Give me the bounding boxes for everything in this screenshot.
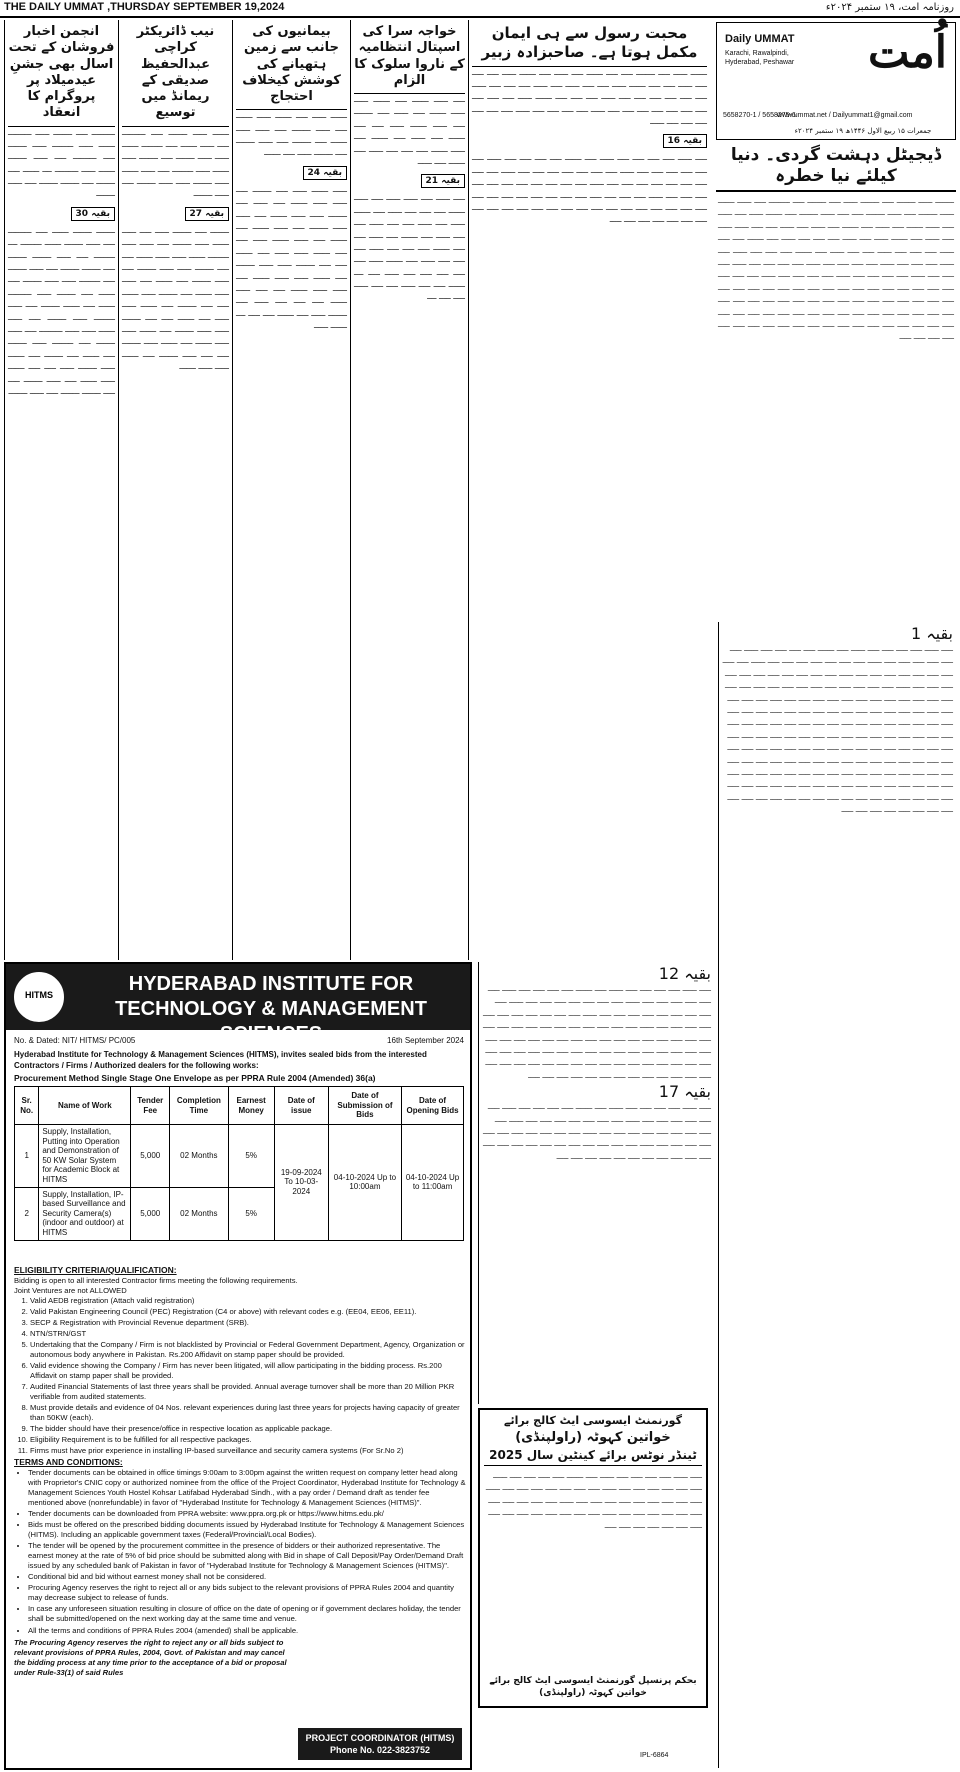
headline-3: بیمانیوں کی جانب سے زمین ہتھیانے کی کوشش کیخلاف احتجاج [236, 22, 347, 110]
column-header: Completion Time [170, 1087, 228, 1125]
table-cell: 5,000 [131, 1187, 170, 1240]
article-body: ـــــــ ــــــ ـــــ ـــــــ ــــــ ـــــــ ـــــ ــــــ ــــــــ ـــــ ــــــ ــــــ ـــــــ ـــــ ــــــــ ـــــ ــــــ ــــــــ ـــــ ــــــــ ــــــ ـــــ ـــــــ [236, 111, 347, 158]
article-body: ـــــ ــــــ ـــــــ ـــــ ـــــــ ــــــ ــــــ ـــــــ ـــــ ــــــ ـــــ ــــــــ ـــــ ــــــ ـــــــ ــــــ ـــــ ـــــ ـــــــ ـــــ ــــــ ـــــ ـــــــ ـــــ ــــــ ـــــــ ـــــ ـــــ ـــــ ــــــ ـــــ ـــــــ ـــــ ــــــ [354, 95, 465, 166]
notice-signature: بحکم پرنسپل گورنمنٹ ایسوسی ایٹ کالج برائے خواتین کہوٹہ (راولپنڈی) [489, 1675, 697, 1699]
article-body: ــــــــ ـــــ ــــــــ ــــــ ـــــ ــــــ ـــــــ ــــــ ــــــــ ـــــ ــــــ ــــــ ـــــــــ ـــــــ ــــــ ــــــ ـــــــ ـــــ ـــــ ــــــــ ــــــ ــــــ ــــــــ ـــــ ــــــ ــــــــ ـــــ ـــــــ ـــــ ــــــ ــــــ ـــــــ ـــــ ــــــــ ــــــ ـــــــ ـــــ ـــــ ــــــــ ـــــ ـــــــ ــــــ ــــــ ـــــ ـــــــ ـــــ ـــــ ــــــــ ــــــ ــــــ ــــــــ ـــــ ـــــــ ــــــ ــــــ ـــــــ ـــــ ـــــــ ــــــ ــــــــ ـــــ ـــــ ــــــ ــــــــ ـــــ ـــــــ ــــــ ــــــ ـــــــ [122, 225, 229, 372]
news-column-3 [232, 20, 350, 960]
continuation-tag: بقیہ 16 [663, 134, 707, 148]
news-column-5 [468, 20, 710, 960]
list-item: 5. Undertaking that the Company / Firm is not blacklisted by Provincial or Federal Government Department, Agency, Organization or autonomous body anywhere in Pakistan. Rs.200 Affidavit on stamp paper should be provided. [30, 1340, 466, 1360]
list-item: 1. Valid AEDB registration (Attach valid registration) [30, 1296, 466, 1306]
article-body: ـــــــ ــــــ ـــــ ــــــــ ـــــ ـــــ ـــــــ ـــــ ــــــ ـــــ ـــــــ ــــــ ـــــ ـــــ ـــــ ــــــ ـــــ ـــــ ـــــــ ــــــ ـــــ ـــــ ــــــ ـــــ ــــــ ـــــ ـــــ ـــــ ــــــ ـــــ ـــــ ـــــ ـــــ ـــــ ـــــ ــــــ ـــــ ـــــ ـــــ ـــــــ ــــــ ـــــ ـــــ ـــــ ـــــ ـــــ ـــــ ـــــ ـــــ ـــــ ـــــ ــــــ ـــــ ـــــ ـــــ ـــــ ــــــ ـــــ ـــــ ـــــ ـــــ ـــــ ـــــ ــــــ [472, 67, 707, 127]
list-item: • Procuring Agency reserves the right to reject all or any bids subject to the relevant provisions of PPRA Rules 2004 and quantity may decrease subject to release of funds. [28, 1583, 466, 1603]
ad-reference: No. & Dated: NIT/ HITMS/ PC/005 [14, 1036, 136, 1045]
list-item: • Bids must be offered on the prescribed bidding documents issued by Hyderabad Institute for Technology & Management Sciences (HITMS). Including an applicable government taxes (Federal/Provincial/Local Bodies). [28, 1520, 466, 1540]
article-body: ـــــ ــــــ ـــــ ــــــ ــــــ ـــــ ــــــ ـــــــ ـــــ ـــــ ـــــ ــــــ ـــــ ـــــــ ــــــ ـــــ ــــــ ـــــ ـــــ ــــــ ـــــ ـــــ ــــــ ـــــ ـــــــ ـــــ ــــــ ـــــ ـــــ ـــــــ ـــــ ـــــ ـــــ ــــــ ـــــ ـــــ ـــــ ــــــ ـــــ ـــــــ ــــــ ـــــ ـــــ ـــــ ـــــ ـــــ ــــــ ـــــ ــــ ـــــــ ـــــ ـــــ ــــــ ـــــ ـــــ ــــــ ـــــ ـــــ ــــ [354, 193, 465, 302]
urdu-dateline: جمعرات ۱۵ ربیع الاول ۱۴۴۶ھ ۱۹ ستمبر ۲۰۲۴ء [794, 127, 932, 135]
continuation-tag: بقیہ 30 [71, 207, 115, 221]
continuation-tag: بقیہ 24 [303, 166, 347, 180]
edition-cities: Karachi, Rawalpindi, Hyderabad, Peshawar [725, 50, 795, 67]
column-header: Date of Submission of Bids [328, 1087, 401, 1125]
continuation-tag: بقیہ 27 [185, 207, 229, 221]
ad-date: 16th September 2024 [387, 1036, 464, 1045]
table-cell: 19-09-2024 To 10-03-2024 [274, 1125, 328, 1241]
tender-advertisement [4, 962, 472, 1770]
table-cell: Supply, Installation, IP-based Surveillance and Security Camera(s) (indoor and outdoor) at HITMS [39, 1187, 131, 1240]
phone-numbers: 5658270-1 / 5658275-6 [723, 112, 796, 119]
notice-body: ـــــ ــــــ ـــــ ـــــ ـــــ ـــــ ــــــ ـــــ ـــــــ ـــــ ـــــ ـــــ ـــــ ــــــ ـــــ ـــــ ـــــ ـــــ ـــــ ـــــ ــــــ ـــــ ـــــ ـــــ ـــــ ـــــ ـــــ ـــــ ــــــ ـــــ ـــــ ـــــ ـــــ ـــــ ـــــ ـــــ ـــــ ـــــ ــــــ ـــــ ـــــ ـــــ ـــــ ـــــ ـــــ ـــــ ـــــ ـــــ ـــــ ـــــ ــــــ ـــــ ـــــ ـــــ ـــــ ـــــ ـــــ ـــــ ـــــ ـــــ ـــــ ـــــ ـــــ ـــــ ـــــ ـــــ [485, 1471, 702, 1530]
article-body: ـــــ ــــــ ـــــ ـــــ ـــــ ـــــ ــــــ ـــــ ـــــــ ـــــ ـــــ ـــــ ـــــ ــــــ ـــــ ـــــ ـــــ ـــــ ـــــ ـــــ ــــــ ـــــ ـــــ ـــــ ـــــ ـــــ ـــــ ـــــ ــــــ ـــــ ـــــ ـــــ ـــــ ـــــ ـــــ ـــــ ـــــ ـــــ ــــــ ـــــ ـــــ ـــــ ـــــ ـــــ ـــــ ـــــ ـــــ ـــــ ـــــ ـــــ ــــــ ـــــ ـــــ ـــــ ـــــ ـــــ ـــــ ـــــ ـــــ ـــــ ـــــ ـــــ ـــــ ـــــ ـــــ ـــــ ـــــ ـــــ ـــــ ـــــ ـــــ ـــــ ـــــ [483, 1102, 711, 1161]
ipl-code: IPL-6864 [640, 1752, 669, 1759]
table-cell: Supply, Installation, Putting into Operation and Demonstration of 50 KW Solar System for Academic Block at HITMS [39, 1125, 131, 1188]
lead-headline: ڈیجیٹل دہشت گردی۔ دنیا کیلئے نیا خطرہ [716, 144, 956, 192]
newspaper-dateline-urdu: روزنامہ امت، ۱۹ ستمبر ۲۰۲۴ء [825, 2, 954, 13]
table-cell: 5,000 [131, 1125, 170, 1188]
news-column-2 [118, 20, 232, 960]
final-note: The Procuring Agency reserves the right to reject any or all bids subject to relevant provisions of PPRA Rules, 2004, Govt. of Pakistan and may cancel the bidding process at any time prior to the acceptance of a bid or proposal under Rule-33(1) of said Rules [14, 1637, 287, 1677]
eligibility-section [14, 1264, 466, 1678]
article-body: ــــــــــ ـــــ ــــــــ ــــــ ــــــــــ ـــــــ ــــــ ـــــــــ ــــــ ــــــــ ـــــ ــــــــــ ـــــ ــــــ ــــــــ ـــــــ ــــــ ــــــــــ ــــ ـــــــ ـــــ ــــــــ ـــــ ــــــــ ــــــــ ـــــ ــــــ ــــــــ [8, 127, 115, 199]
column-header: Date of issue [274, 1087, 328, 1125]
column-header: Name of Work [39, 1087, 131, 1125]
table-cell: 02 Months [170, 1125, 228, 1188]
table-cell: 02 Months [170, 1187, 228, 1240]
list-item: 9. The bidder should have their presence/office in respective location as applicable package. [30, 1424, 466, 1434]
table-cell: 1 [15, 1125, 39, 1188]
article-body: ـــــــ ــــــ ــــــــ ـــــ ــــــــــ ـــــ ــــــ ـــــــ ـــــ ـــــــــ ـــــــ ــــــ ــــــ ــــــــ ـــــ ــــــــ ــــــ ـــــــ ــــــ ـــــــــ ـــــ ــــــ ـــــــ ــــــ ــــــــ ــــــ ــــــ ــــــــ ـــــ ــــــ ــــــــ [122, 127, 229, 199]
table-cell: 04-10-2024 Up to 11:00am [402, 1125, 464, 1241]
notice-heading-2: خواتین کہوٹہ (راولپنڈی) [515, 1430, 671, 1445]
institute-seal-icon [14, 972, 64, 1022]
continuation-tag: بقیہ 21 [421, 174, 465, 188]
table-cell: 2 [15, 1187, 39, 1240]
ad-intro: Hyderabad Institute for Technology & Management Sciences (HITMS), invites sealed bids from the interested Contractors / Firms / Authorized dealers for the following works: [14, 1050, 427, 1070]
list-item: 10. Eligibility Requirement is to be fulfilled for all respective packages. [30, 1435, 466, 1445]
article-body: ـــــ ــــــ ـــــ ـــــ ـــــ ـــــ ــــــ ـــــ ـــــــ ـــــ ـــــ ـــــ ـــــ ــــــ ـــــ ـــــ ـــــ ـــــ ـــــ ـــــ ــــــ ـــــ ـــــ ـــــ ـــــ ـــــ ـــــ ـــــ ــــــ ـــــ ـــــ ـــــ ـــــ ـــــ ـــــ ـــــ ـــــ ـــــ ــــــ ـــــ ـــــ ـــــ ـــــ ـــــ ـــــ ـــــ ـــــ ـــــ ـــــ ـــــ ــــــ ـــــ ـــــ ـــــ ـــــ ـــــ ـــــ ـــــ ـــــ ـــــ ـــــ ـــــ ـــــ ـــــ ـــــ ـــــ ـــــ ـــــ ـــــ ـــــ ـــــ ـــــ ـــــ ـــــ ـــــ ـــــ ـــــ ـــــ ـــــ ـــــ ـــــ ـــــ ـــــ ـــــ ـــــ ـــــ [472, 153, 707, 225]
eligibility-intro: Bidding is open to all interested Contractor firms meeting the following requirements. [14, 1276, 298, 1285]
list-item: 6. Valid evidence showing the Company / Firm has never been litigated, will allow participating in the bidding process. Rs.200 Affidavit on stamp paper shall be provided. [30, 1361, 466, 1381]
column-header: Tender Fee [131, 1087, 170, 1125]
tender-table [14, 1086, 464, 1241]
list-item: 7. Audited Financial Statements of last three years shall be provided. Annual average turnover shall be more than 20 Million PKR verifiable from audited statements. [30, 1382, 466, 1402]
headline-2: نیب ڈائریکٹر کراچی عبدالحفیظ صدیقی کے ریمانڈ میں توسیع [122, 22, 229, 127]
table-row [15, 1125, 464, 1188]
joint-venture-note: Joint Ventures are not ALLOWED [14, 1286, 127, 1296]
seal-text: HITMS [25, 990, 53, 1000]
top-bar [0, 0, 960, 18]
table-cell: 5% [228, 1187, 274, 1240]
list-item: • All the terms and conditions of PPRA Rules 2004 (amended) shall be applicable. [28, 1626, 466, 1636]
tender-notice-urdu [478, 1408, 708, 1708]
article-body: ـــــ ــــــ ـــــ ـــــ ـــــ ـــــ ــــــ ـــــ ـــــــ ـــــ ـــــ ـــــ ـــــ ــــــ ـــــ ـــــ ـــــ ـــــ ـــــ ـــــ ــــــ ـــــ ـــــ ـــــ ـــــ ـــــ ـــــ ـــــ ــــــ ـــــ ـــــ ـــــ ـــــ ـــــ ـــــ ـــــ ـــــ ـــــ ــــــ ـــــ ـــــ ـــــ ـــــ ـــــ ـــــ ـــــ ـــــ ـــــ ـــــ ـــــ ــــــ ـــــ ـــــ ـــــ ـــــ ـــــ ـــــ ـــــ ـــــ ـــــ ـــــ ـــــ ـــــ ـــــ ـــــ ـــــ ـــــ ـــــ ـــــ ـــــ ـــــ ـــــ ـــــ ـــــ ـــــ ـــــ ـــــ ـــــ ـــــ ـــــ ـــــ ـــــ ـــــ ـــــ ـــــ ـــــ ـــــ ـــــ ـــــ ـــــ ـــــ ـــــ ـــــ ـــــ ـــــ ـــــ ـــــ ـــــ ـــــ ـــــ ـــــ ـــــ ـــــ ـــــ ـــــ ـــــ ـــــ ـــــ ـــــ ـــــ ـــــ ـــــ ـــــ ـــــ ـــــ ـــــ ـــــ ـــــ ـــــ ـــــ ـــــ ـــــ ـــــ ـــــ ـــــ ـــــ ـــــ ـــــ ـــــ ـــــ ـــــ ـــــ ـــــ ـــــ ـــــ ـــــ ـــــ ـــــ ـــــ ـــــ ـــــ ـــــ ـــــ ـــــ ـــــ ـــــ ـــــ ـــــ ـــــ ـــــ ـــــ ـــــ ـــــ ـــــ ـــــ ـــــ ـــــ ـــــ ـــــ ـــــ ـــــ ـــــ ـــــ ـــــ ـــــ ـــــ ـــــ ـــــ ـــــ ـــــ ـــــ ـــــ ـــــ ـــــ ـــــ ـــــ ـــــ ـــــ ـــــ ـــــ ـــــ ـــــ ـــــ ـــــ ـــــ ـــــ ـــــ ـــــ ـــــ ـــــ ـــــ ـــــ ـــــ ـــــ ـــــ ـــــ ـــــ ـــــ ـــــ ـــــ ـــــ ـــــ ـــــ ـــــ ـــــ ـــــ ـــــ ـــــ ـــــ ـــــ ـــــ ـــــ ـــــ ـــــ ـــــ [722, 644, 953, 815]
column-header: Sr. No. [15, 1087, 39, 1125]
list-item: 11. Firms must have prior experience in installing IP-based surveillance and security camera systems (For Sr.No 2) [30, 1446, 466, 1456]
criteria-list [14, 1296, 466, 1456]
procurement-method: Procurement Method Single Stage One Envelope as per PPRA Rule 2004 (Amended) 36(a) [14, 1073, 376, 1083]
list-item: • The tender will be opened by the procurement committee in the presence of bidders or their authorized representative. The earnest money at the rate of 5% of bid price should be submitted along with Bid in shape of Call Deposit/Pay Order/Demand Draft issued by any scheduled bank of Pakistan in favor of "Hyderabad Institute for Technology & Management Sciences (HITMS)". [28, 1541, 466, 1571]
lower-center-column [478, 962, 714, 1404]
article-body: ــــــ ـــــــ ــــــ ـــــ ــــــــ ـــــ ــــــ ــــــ ـــــــ ـــــ ــــــ ـــــ ــــــــ ــــــ ــــــ ـــــــ ـــــ ــــــ ــــــ ــــــــ ـــــ ــــــ ـــــــ ـــــ ـــــــ ـــــ ــــــ ـــــــ ــــــ ـــــ ـــــ ـــــــ ــــــ ــــــ ـــــ ـــــــ ـــــ ـــــ ــــــــ ــــــ ــــــ ــــــــ ـــــ ـــــــ ــــــ ــــــ ـــــــ ـــــ ــــــ ــــــ ـــــــ ـــــ ـــــ ــــــ ـــــــ ـــــ ـــــ ـــــ ــــــ ـــــ ــــــــ ــــــ ـــــ ـــــــ ـــــ ـــــ ــــ ـــــــ ــــــ [236, 184, 347, 331]
news-column-1 [4, 20, 118, 960]
continuation-tag: بقیہ 17 [658, 1082, 711, 1102]
column-header: Earnest Money [228, 1087, 274, 1125]
headline-5: محبت رسول سے ہی ایمان مکمل ہوتا ہے۔ صاحبزادہ زبیر [472, 22, 707, 67]
ad-reference-line [14, 1036, 464, 1045]
eligibility-title: ELIGIBILITY CRITERIA/QUALIFICATION: [14, 1265, 177, 1275]
table-cell: 04-10-2024 Up to 10:00am [328, 1125, 401, 1241]
list-item: • Tender documents can be downloaded from PPRA website: www.ppra.org.pk or https://www.hitms.edu.pk/ [28, 1509, 466, 1519]
lower-right-columns [718, 622, 956, 1768]
masthead [716, 22, 956, 140]
newspaper-logo: اُمت [868, 27, 947, 78]
continuation-tag: بقیہ 12 [658, 964, 711, 983]
list-item: • Conditional bid and bid without earnest money shall not be considered. [28, 1572, 466, 1582]
column-header: Date of Opening Bids [402, 1087, 464, 1125]
headline-4: خواجہ سرا کی اسپتال انتظامیہ کے ناروا سلوک کا الزام [354, 22, 465, 94]
institute-title: HYDERABAD INSTITUTE FOR TECHNOLOGY & MANAGEMENT SCIENCES [115, 973, 427, 1045]
notice-heading-1: گورنمنٹ ایسوسی ایٹ کالج برائے [504, 1414, 682, 1427]
project-coordinator-box: PROJECT COORDINATOR (HITMS) Phone No. 022-3823752 [298, 1728, 462, 1760]
terms-title: TERMS AND CONDITIONS: [14, 1457, 123, 1468]
headline-1: انجمن اخبار فروشان کے تحت اسال بھی جشنِ عیدمیلاد پر پروگرام کا انعقاد [8, 22, 115, 127]
lead-article [716, 144, 956, 347]
article-body: ـــــ ــــــ ـــــ ـــــ ـــــ ـــــ ــــــ ـــــ ـــــــ ـــــ ـــــ ـــــ ـــــ ــــــ ـــــ ـــــ ـــــ ـــــ ـــــ ـــــ ــــــ ـــــ ـــــ ـــــ ـــــ ـــــ ـــــ ـــــ ــــــ ـــــ ـــــ ـــــ ـــــ ـــــ ـــــ ـــــ ـــــ ـــــ ــــــ ـــــ ـــــ ـــــ ـــــ ـــــ ـــــ ـــــ ـــــ ـــــ ـــــ ـــــ ــــــ ـــــ ـــــ ـــــ ـــــ ـــــ ـــــ ـــــ ـــــ ـــــ ـــــ ـــــ ـــــ ـــــ ـــــ ـــــ ـــــ ـــــ ـــــ ـــــ ـــــ ـــــ ـــــ ـــــ ـــــ ـــــ ـــــ ـــــ ـــــ ـــــ ـــــ ـــــ ـــــ ـــــ ـــــ ـــــ ـــــ ـــــ ـــــ ـــــ ـــــ ـــــ ـــــ ـــــ ـــــ ـــــ ـــــ ـــــ ـــــ ـــــ ـــــ ـــــ ـــــ ـــــ ـــــ ـــــ ـــــ ـــــ ـــــ ـــــ ـــــ ـــــ ـــــ ـــــ ـــــ ـــــ ـــــ ـــــ ـــــ ـــــ ـــــ ـــــ ـــــ [483, 984, 711, 1080]
article-body: ــــــــ ــــــــ ـــــــ ـــــ ــــــــــ ـــــ ــــــ ــــــــ ـــــــ ـــــــــ ــــ ـــــــــ ـــــ ــــــ ــــــــ ــــــــ ـــــ ــــــــ ــــــــ ـــــ ــــــ ــــــــ ـــــ ـــــــــ ــــــ ــــــ ــــــــ ـــــ ـــــــ ـــــ ــــــــ ــــــ ــــــــــ ـــــــ ـــــ ـــــــ ــــــــ ـــــ ــــــ ـــــــــ ــــــ ــــــــ ـــــ ــــــ ـــــــ ــــــ ــــــ ــــــــــ ـــــ ــــــ ــــــــ ـــــ ـــــــــ ــــــ ــــــــ ـــــ ـــــــ ـــــ ــــــــ ـــــ ـــــــ ــــــ ــــــــ ــــــ ـــــ ـــــ ـــــــ ــــــ ـــــــ ـــــ ــــــ ــــــــ ـــــ ـــــ ــــــــ ــــــــ ـــــ ــــــ ــــــــ [8, 225, 115, 396]
continuation-tag: بقیہ 1 [910, 624, 953, 643]
list-item: 2. Valid Pakistan Engineering Council (PEC) Registration (C4 or above) with relevant codes e.g. (EE04, EE06, EE11). [30, 1307, 466, 1317]
lead-body: ــــــــ ــــــ ــــــــ ـــــ ــــــــ ــــــ ـــــ ــــــــ ـــــ ـــــــــ ـــــ ــــــ ـــــــ ــــــ ــــــــ ـــــ ــــــ ــــــــ ـــــ ـــــ ــــــ ــــــــ ـــــ ـــــــ ــــــ ـــــ ــــــ ـــــ ــــــ ـــــــ ـــــ ــــــ ـــــ ـــــــ ـــــ ــــــ ـــــ ــــــ ـــــ ـــــ ــــــ ــــــ ـــــ ــــــ ـــــ ـــــــ ــــــ ـــــ ــــــ ـــــ ـــــ ـــــ ــــــ ـــــ ـــــــ ـــــ ـــــ ــــــ ـــــ ـــــ ـــــ ــــــ ـــــ ـــــ ــــــ ـــــ ـــــــ ـــــ ـــــ ـــــ ــــــ ـــــ ــــــ ـــــ ـــــ ـــــ ــــــ ـــــ ـــــ ـــــ ـــــ ــــــ ـــــ ـــــ ـــــ ـــــ ــــــ ـــــ ـــــ ـــــ ــــــ ـــــ ـــــ ـــــ ـــــ ــــــ ـــــ ـــــ ـــــ ـــــ ــــــ ـــــ ـــــ ـــــ ـــــ ـــــ ـــــ ـــــ ـــــ ـــــ ـــــ ـــــ ـــــ ـــــ ـــــ ـــــ ـــــ ـــــ ـــــ ـــــ ـــــ ـــــ ـــــ ـــــ ـــــ ـــــ ـــــ ـــــ ـــــ ـــــ ـــــ ـــــ ـــــ ـــــ ـــــ ـــــ ـــــ ـــــ ـــــ ـــــ ـــــ ـــــ ـــــ ـــــ ـــــ ـــــ ـــــ ـــــ ـــــ ـــــ ـــــ ـــــ ـــــ ـــــ ـــــ ـــــ ـــــ ـــــ ـــــ ـــــ ـــــ ـــــ ـــــ ـــــ ـــــ ـــــ ـــــ ـــــ ـــــ ـــــ ـــــ ـــــ [718, 196, 954, 342]
news-column-4 [350, 20, 468, 960]
table-header-row [15, 1087, 464, 1125]
list-item: 8. Must provide details and evidence of 04 Nos. relevant experiences during last three years for projects having capacity of greater than 50KW (each). [30, 1403, 466, 1423]
list-item: 3. SECP & Registration with Provincial Revenue department (SRB). [30, 1318, 466, 1328]
list-item: • Tender documents can be obtained in office timings 9:00am to 3:00pm against the written request on company letter head along with Proprietor's CNIC copy or authorized nominee from the office of the Project Coordinator, Hyderabad Institute for Technology & Management Sciences Youth Hostel Kohsar Latifabad Hyderabad Sindh., with a pay order / Demand draft as tender fee mentioned above (nonrefundable) in favor of "Hyderabad Institute for Technology & Management Sciences (HITMS)". [28, 1468, 466, 1508]
list-item: 4. NTN/STRN/GST [30, 1329, 466, 1339]
newspaper-dateline-english: THE DAILY UMMAT ,THURSDAY SEPTEMBER 19,2024 [4, 1, 285, 13]
notice-heading-3: ٹینڈر نوٹس برائے کینٹین سال 2025 [484, 1448, 702, 1466]
newspaper-name: Daily UMMAT [725, 33, 795, 45]
terms-list [14, 1468, 466, 1635]
table-cell: 5% [228, 1125, 274, 1188]
website-email: www.ummat.net / Dailyummat1@gmail.com [777, 112, 913, 119]
list-item: • In case any unforeseen situation resulting in closure of office on the date of opening or if government declares holiday, the tender shall be submitted/opened on the next working day at the same time and venue. [28, 1604, 466, 1624]
